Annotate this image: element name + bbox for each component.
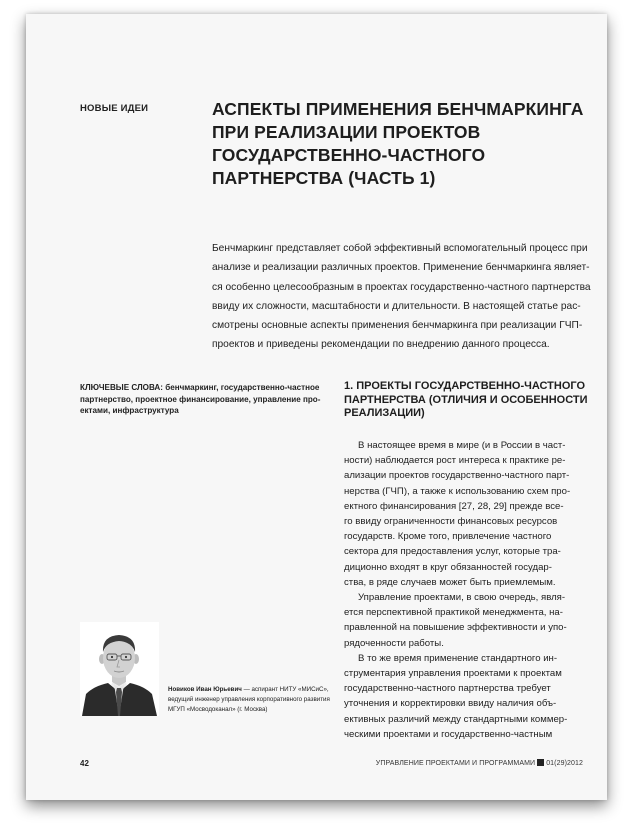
body-line: струментария управления проектами к проектам bbox=[344, 668, 562, 680]
body-line: правленной на повышение эффективности и упо- bbox=[344, 622, 567, 634]
author-position: — аспирант НИТУ «МИСиС», bbox=[241, 686, 329, 693]
body-text bbox=[344, 438, 586, 742]
author-line: МГУП «Мосводоканал» (г. Москва) bbox=[168, 705, 268, 713]
abstract-line: ввиду их сложности, масштабности и длительности. В настоящей статье рас- bbox=[212, 300, 581, 312]
body-line: ется перспективной практикой менеджмента, на- bbox=[344, 607, 563, 619]
body-line: сектора для предоставления услуг, которые тра- bbox=[344, 546, 561, 558]
author-info bbox=[168, 685, 338, 714]
keywords-line: партнерство, проектное финансирование, управление про- bbox=[80, 394, 321, 404]
keywords bbox=[80, 382, 320, 417]
body-line: диционно входят в круг обязанностей государ- bbox=[344, 561, 552, 573]
abstract-line: Бенчмаркинг представляет собой эффективный вспомогательный процесс при bbox=[212, 243, 588, 254]
author-line bbox=[168, 685, 338, 695]
journal-name: УПРАВЛЕНИЕ ПРОЕКТАМИ И ПРОГРАММАМИ bbox=[375, 760, 536, 767]
running-footer bbox=[376, 759, 583, 767]
section-heading bbox=[344, 380, 594, 421]
section-heading-line: ПАРТНЕРСТВА (ОТЛИЧИЯ И ОСОБЕННОСТИ bbox=[344, 393, 588, 406]
square-separator-icon bbox=[537, 759, 544, 766]
abstract-line: смотрены основные аспекты применения бенчмаркинга при реализации ГЧП- bbox=[212, 320, 583, 332]
body-line: ективных различий между стандартными коммер- bbox=[344, 713, 568, 725]
section-label: НОВЫЕ ИДЕИ bbox=[80, 103, 149, 114]
keywords-line: КЛЮЧЕВЫЕ СЛОВА: бенчмаркинг, государственно-частное bbox=[80, 383, 320, 392]
body-line: ализации проектов государственно-частного парт- bbox=[344, 470, 570, 482]
abstract bbox=[212, 239, 591, 355]
article-title-line: АСПЕКТЫ ПРИМЕНЕНИЯ БЕНЧМАРКИНГА bbox=[212, 99, 584, 119]
abstract-line: анализе и реализации различных проектов. Применение бенчмаркинга являет- bbox=[212, 262, 590, 274]
body-line: В настоящее время в мире (и в России в част- bbox=[358, 440, 566, 451]
author-line: ведущий инженер управления корпоративного развития bbox=[168, 695, 330, 703]
article-title-line: ПАРТНЕРСТВА (ЧАСТЬ 1) bbox=[212, 168, 436, 188]
body-line: Управление проектами, в свою очередь, явля- bbox=[358, 592, 566, 604]
issue-number: 01(29)2012 bbox=[546, 760, 583, 767]
section-heading-line: 1. ПРОЕКТЫ ГОСУДАРСТВЕННО-ЧАСТНОГО bbox=[344, 380, 586, 392]
abstract-line: ся особенно целесообразным в проектах государственно-частного партнерства bbox=[212, 281, 591, 293]
body-line: ектного финансирования [27, 28, 29] прежде все- bbox=[344, 500, 564, 512]
body-line: государственно-частного партнерства требует bbox=[344, 683, 551, 695]
author-portrait-image bbox=[80, 622, 159, 716]
body-line: рядоченности работы. bbox=[344, 637, 444, 649]
body-line: ческими проектами и государственно-частным bbox=[344, 728, 553, 740]
body-line: государств. Кроме того, привлечение частного bbox=[344, 531, 552, 543]
author-name: Новиков Иван Юрьевич bbox=[168, 686, 242, 693]
body-line: уточнения и корректировки ввиду наличия объ- bbox=[344, 698, 557, 710]
abstract-line: проектов и приведены рекомендации по внедрению данного процесса. bbox=[212, 339, 550, 351]
body-line: ства, в ряде случаев может быть приемлемым. bbox=[344, 576, 556, 588]
body-line: В то же время применение стандартного ин- bbox=[358, 652, 558, 664]
body-line: нерства (ГЧП), а также к использованию схем про- bbox=[344, 485, 571, 497]
article-title bbox=[212, 98, 584, 190]
body-line: го ввиду ограниченности финансовых ресурсов bbox=[344, 516, 558, 528]
article-title-line: ГОСУДАРСТВЕННО-ЧАСТНОГО bbox=[212, 145, 486, 165]
article-title-line: ПРИ РЕАЛИЗАЦИИ ПРОЕКТОВ bbox=[212, 122, 481, 142]
journal-page bbox=[26, 14, 607, 800]
body-line: ности) наблюдается рост интереса к практике ре- bbox=[344, 455, 566, 467]
author-photo bbox=[80, 622, 159, 716]
keywords-line: ектами, инфраструктура bbox=[80, 406, 179, 416]
page-number: 42 bbox=[80, 759, 89, 768]
section-heading-line: РЕАЛИЗАЦИИ) bbox=[344, 407, 425, 420]
